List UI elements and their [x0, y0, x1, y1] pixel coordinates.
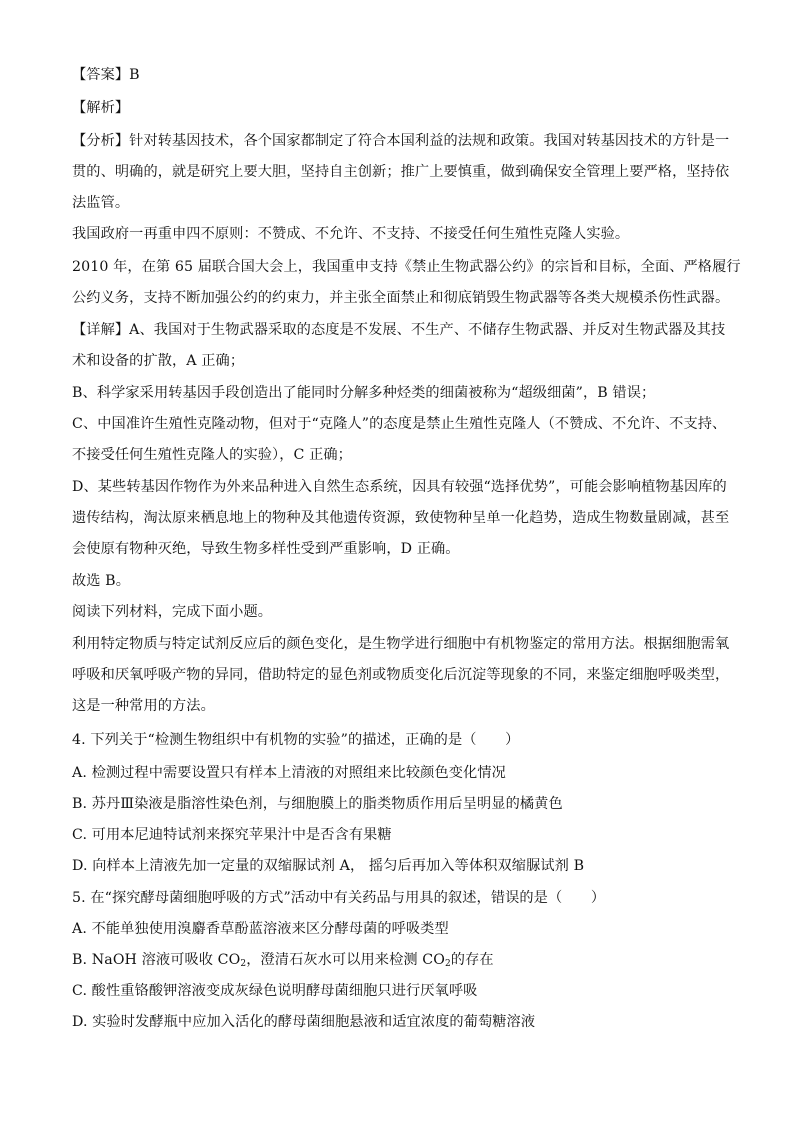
analysis-line: 【详解】A、我国对于生物武器采取的态度是不发展、不生产、不储存生物武器、并反对生物武器及其技	[72, 322, 726, 338]
analysis-line: 【分析】针对转基因技术，各个国家都制定了符合本国利益的法规和政策。我国对转基因技术的方针是一	[72, 133, 730, 149]
subscript: 2	[240, 959, 247, 969]
option-b-text: ，澄清石灰水可以用来检测 CO	[246, 952, 445, 968]
question-4-option-c: C. 可用本尼迪特试剂来探究苹果汁中是否含有果糖	[72, 827, 392, 843]
question-5-option-a: A. 不能单独使用溴麝香草酚蓝溶液来区分酵母菌的呼吸类型	[72, 921, 449, 937]
analysis-line: 2010 年，在第 65 届联合国大会上，我国重申支持《禁止生物武器公约》的宗旨和目标，全面、严格履行	[72, 259, 741, 275]
analysis-line: 术和设备的扩散，A 正确；	[72, 353, 245, 369]
analysis-line: 我国政府一再重申四不原则：不赞成、不允许、不支持、不接受任何生殖性克隆人实验。	[72, 226, 630, 242]
analysis-line: 不接受任何生殖性克隆人的实验），C 正确；	[72, 447, 352, 463]
answer-label: 【答案】B	[72, 67, 140, 83]
analysis-line: 会使原有物种灭绝，导致生物多样性受到严重影响，D 正确。	[72, 541, 460, 557]
analysis-label: 【解析】	[72, 100, 130, 116]
analysis-line: 法监管。	[72, 195, 130, 211]
analysis-line: 阅读下列材料，完成下面小题。	[72, 604, 273, 620]
analysis-line: C、中国准许生殖性克隆动物，但对于“克隆人”的态度是禁止生殖性克隆人（不赞成、不允许、不支持、	[72, 416, 727, 432]
question-4-stem: 4. 下列关于“检测生物组织中有机物的实验”的描述，正确的是（ ）	[72, 732, 520, 748]
question-5-option-d: D. 实验时发酵瓶中应加入活化的酵母菌细胞悬液和适宜浓度的葡萄糖溶液	[72, 1014, 536, 1030]
analysis-line: 遗传结构，淘汰原来栖息地上的物种及其他遗传资源，致使物种呈单一化趋势，造成生物数量剧减，甚至	[72, 510, 730, 526]
analysis-line: 呼吸和厌氧呼吸产物的异同，借助特定的显色剂或物质变化后沉淀等现象的不同，来鉴定细胞呼吸类型，	[72, 667, 730, 683]
analysis-line: 这是一种常用的方法。	[72, 698, 215, 714]
analysis-line: D、某些转基因作物作为外来品种进入自然生态系统，因具有较强“选择优势”，可能会影响植物基因库的	[72, 479, 727, 495]
analysis-line: B、科学家采用转基因手段创造出了能同时分解多种烃类的细菌被称为“超级细菌”，B 错误；	[72, 385, 656, 401]
option-b-text: B. NaOH 溶液可吸收 CO	[72, 952, 241, 968]
question-4-option-b: B. 苏丹Ⅲ染液是脂溶性染色剂，与细胞膜上的脂类物质作用后呈明显的橘黄色	[72, 796, 563, 812]
question-5-option-c: C. 酸性重铬酸钾溶液变成灰绿色说明酵母菌细胞只进行厌氧呼吸	[72, 983, 478, 999]
analysis-line: 故选 B。	[72, 573, 130, 589]
option-b-text: 的存在	[450, 952, 494, 968]
question-5-option-b	[72, 950, 494, 970]
analysis-line: 利用特定物质与特定试剂反应后的颜色变化，是生物学进行细胞中有机物鉴定的常用方法。根据细胞需氧	[72, 636, 730, 652]
subscript: 2	[444, 959, 451, 969]
question-4-option-a: A. 检测过程中需要设置只有样本上清液的对照组来比较颜色变化情况	[72, 765, 506, 781]
question-5-stem: 5. 在“探究酵母菌细胞呼吸的方式”活动中有关药品与用具的叙述，错误的是（ ）	[72, 890, 606, 906]
question-4-option-d: D. 向样本上清液先加一定量的双缩脲试剂 A， 摇匀后再加入等体积双缩脲试剂 B	[72, 858, 585, 874]
analysis-line: 公约义务，支持不断加强公约的约束力，并主张全面禁止和彻底销毁生物武器等各类大规模杀伤性武器。	[72, 290, 730, 306]
analysis-line: 贯的、明确的，就是研究上要大胆，坚持自主创新；推广上要慎重，做到确保安全管理上要严格，坚持依	[72, 164, 730, 180]
